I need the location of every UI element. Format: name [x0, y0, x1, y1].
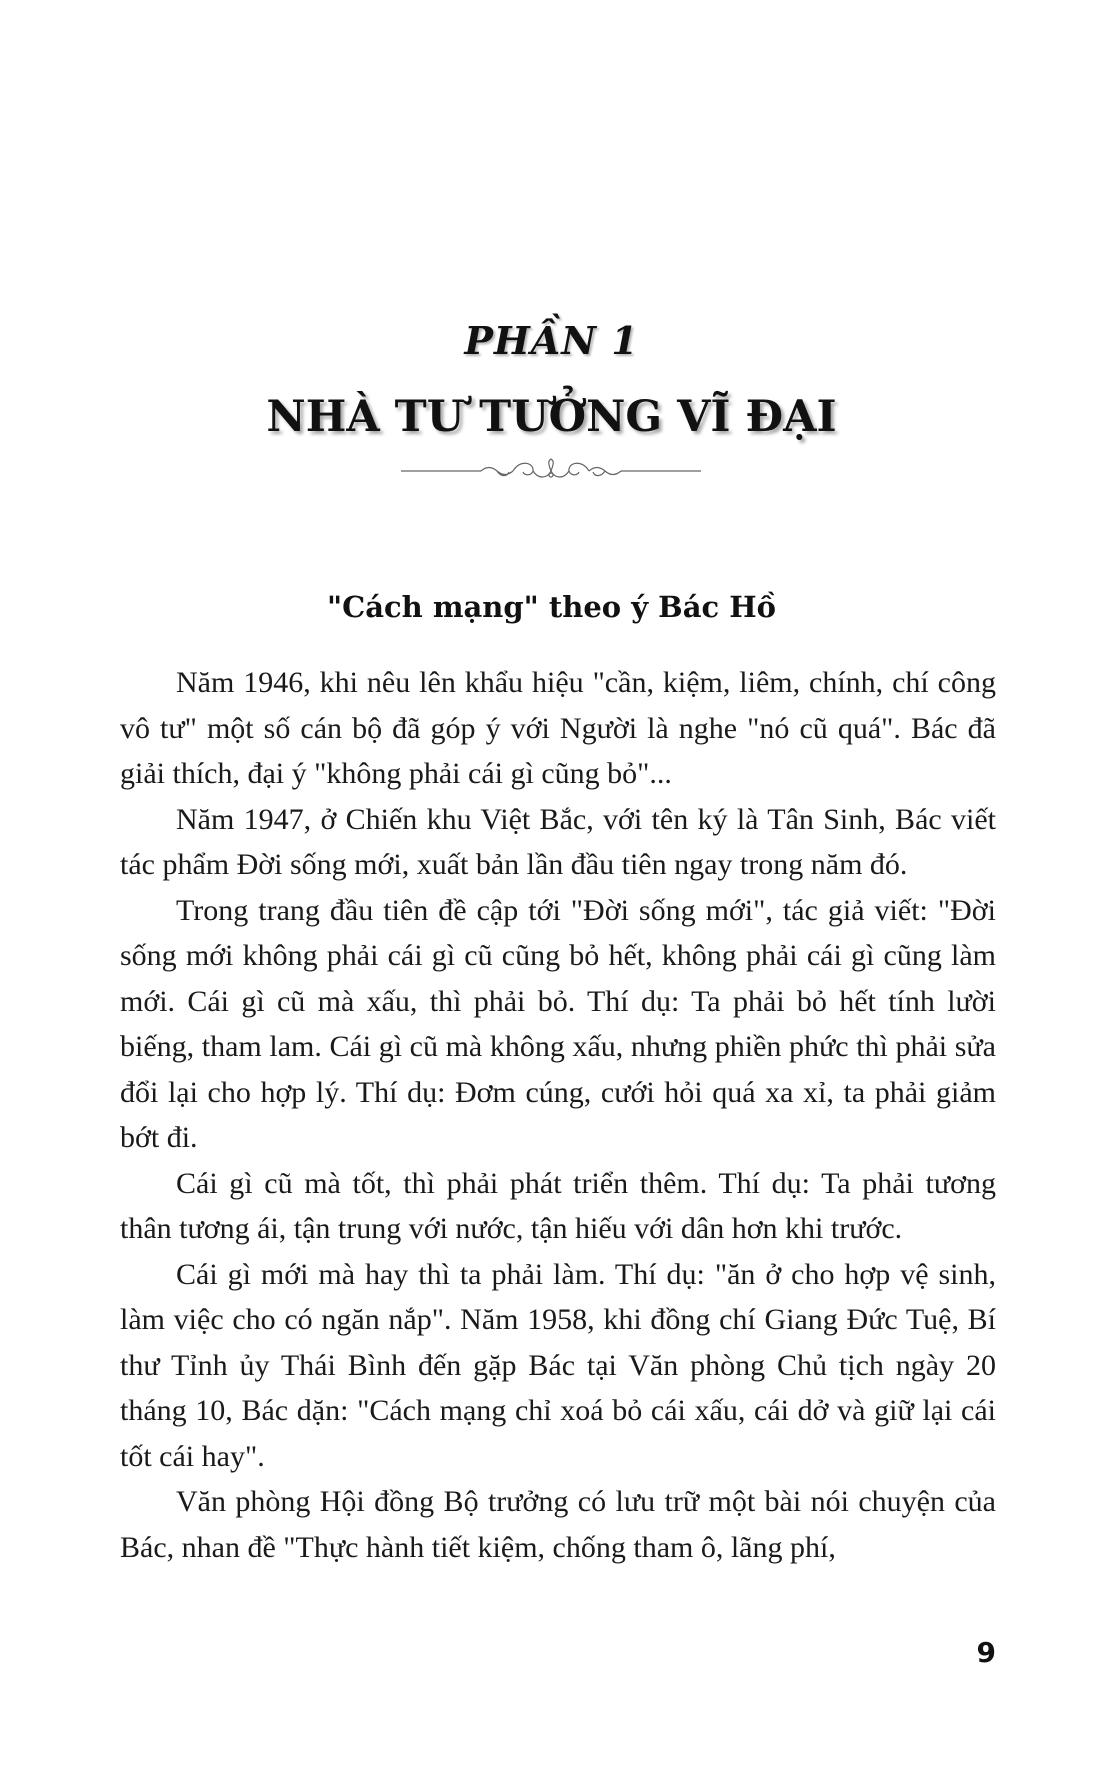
part-label: PHẦN 1 — [464, 318, 639, 363]
body-text — [120, 660, 996, 1570]
flourish-divider-icon — [401, 456, 701, 486]
paragraph: Năm 1947, ở Chiến khu Việt Bắc, với tên ký là Tân Sinh, Bác viết tác phẩm Đời sống mới, xuất bản lần đầu tiên ngay trong năm đó. — [120, 802, 996, 881]
paragraph: Cái gì cũ mà tốt, thì phải phát triển thêm. Thí dụ: Ta phải tương thân tương ái, tận trung với nước, tận hiếu với dân hơn khi trước. — [120, 1166, 996, 1245]
part-title: NHÀ TƯ TƯỞNG VĨ ĐẠI — [266, 392, 837, 442]
paragraph: Trong trang đầu tiên đề cập tới "Đời sống mới", tác giả viết: "Đời sống mới không phải cái gì cũ cũng bỏ hết, không phải cái gì cũng làm mới. Cái gì cũ mà xấu, thì phải bỏ. Thí dụ: Ta phải bỏ hết tính lười biếng, tham lam. Cái gì cũ mà không xấu, nhưng phiền phức thì phải sửa đổi lại cho hợp lý. Thí dụ: Đơm cúng, cưới hỏi quá xa xỉ, ta phải giảm bớt đi. — [120, 893, 996, 1154]
page-number: 9 — [976, 1636, 996, 1669]
paragraph: Năm 1946, khi nêu lên khẩu hiệu "cần, kiệm, liêm, chính, chí công vô tư" một số cán bộ đã góp ý với Người là nghe "nó cũ quá". Bác đã giải thích, đại ý "không phải cái gì cũng bỏ"... — [120, 666, 996, 790]
paragraph: Cái gì mới mà hay thì ta phải làm. Thí dụ: "ăn ở cho hợp vệ sinh, làm việc cho có ngăn nắp". Năm 1958, khi đồng chí Giang Đức Tuệ, Bí thư Tỉnh ủy Thái Bình đến gặp Bác tại Văn phòng Chủ tịch ngày 20 tháng 10, Bác dặn: "Cách mạng chỉ xoá bỏ cái xấu, cái dở và giữ lại cái tốt cái hay". — [120, 1257, 996, 1473]
paragraph: Văn phòng Hội đồng Bộ trưởng có lưu trữ một bài nói chuyện của Bác, nhan đề "Thực hành tiết kiệm, chống tham ô, lãng phí, — [120, 1485, 996, 1564]
section-heading: "Cách mạng" theo ý Bác Hồ — [327, 590, 776, 624]
